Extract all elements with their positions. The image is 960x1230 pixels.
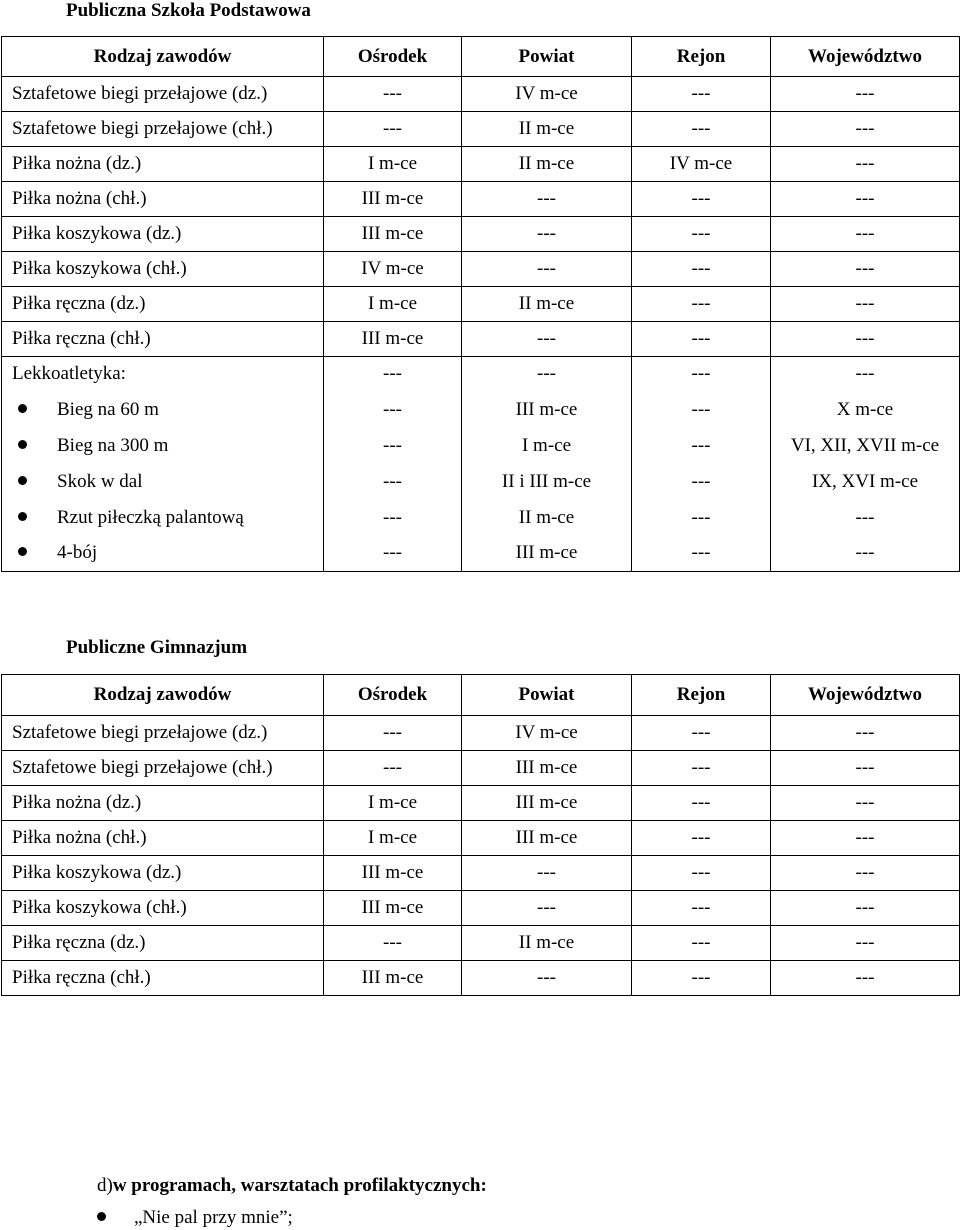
bullet-icon — [18, 440, 27, 449]
region-result-cell — [632, 961, 771, 996]
county-result-cell — [462, 926, 632, 961]
county-result-cell — [462, 856, 632, 891]
region-result-cell — [632, 856, 771, 891]
county-result-cell — [462, 751, 632, 786]
cell-text: I m-ce — [367, 153, 418, 174]
cell-text: --- — [691, 506, 711, 528]
cell-text: II m-ce — [518, 932, 575, 953]
table-row — [2, 287, 960, 322]
cell-text: Rzut piłeczką palantową — [57, 506, 244, 528]
cell-text: IV m-ce — [361, 258, 424, 279]
table-row — [2, 182, 960, 217]
center-result-cell — [324, 716, 462, 751]
region-result-cell — [632, 821, 771, 856]
cell-text: Piłka nożna (dz.) — [12, 792, 142, 813]
cell-text: --- — [383, 542, 402, 564]
competition-name-cell — [2, 357, 324, 392]
cell-text: IV m-ce — [515, 722, 578, 743]
competition-name-cell — [2, 77, 324, 112]
center-result-cell — [324, 112, 462, 147]
cell-text: --- — [383, 757, 402, 778]
cell-text: --- — [691, 363, 711, 385]
table-row — [2, 751, 960, 786]
competition-name-cell — [2, 856, 324, 891]
bullet-icon — [18, 404, 27, 413]
cell-text: --- — [855, 932, 875, 953]
voivodeship-result-cell — [771, 182, 960, 217]
voivodeship-result-cell — [771, 786, 960, 821]
cell-text: --- — [383, 722, 402, 743]
county-result-cell — [462, 322, 632, 357]
region-result-cell — [632, 536, 771, 572]
county-result-cell — [462, 217, 632, 252]
cell-text: --- — [691, 188, 711, 209]
center-result-cell — [324, 182, 462, 217]
cell-text: III m-ce — [515, 398, 578, 420]
region-result-cell — [632, 252, 771, 287]
cell-text: Piłka koszykowa (dz.) — [12, 223, 182, 244]
voivodeship-result-cell — [771, 464, 960, 500]
center-result-cell — [324, 428, 462, 464]
cell-text: --- — [855, 722, 875, 743]
competition-name-cell — [2, 428, 324, 464]
cell-text: IX, XVI m-ce — [811, 470, 919, 492]
cell-text: --- — [691, 862, 711, 883]
center-result-cell — [324, 147, 462, 182]
region-result-cell — [632, 464, 771, 500]
bullet-icon — [18, 512, 27, 521]
header-county: Powiat — [462, 675, 632, 716]
cell-text: --- — [537, 363, 556, 385]
cell-text: --- — [691, 434, 711, 456]
cell-text: --- — [537, 328, 556, 349]
cell-text: --- — [691, 542, 711, 564]
cell-text: I m-ce — [521, 434, 572, 456]
voivodeship-result-cell — [771, 751, 960, 786]
county-result-cell — [462, 252, 632, 287]
cell-text: III m-ce — [515, 792, 578, 813]
voivodeship-result-cell — [771, 252, 960, 287]
cell-text: Piłka koszykowa (chł.) — [12, 258, 187, 279]
center-result-cell — [324, 464, 462, 500]
cell-text: III m-ce — [361, 967, 424, 988]
center-result-cell — [324, 217, 462, 252]
table-row — [2, 786, 960, 821]
county-result-cell — [462, 77, 632, 112]
region-result-cell — [632, 147, 771, 182]
table-row — [2, 357, 960, 392]
cell-text: III m-ce — [361, 897, 424, 918]
center-result-cell — [324, 357, 462, 392]
section-title-middle-school: Publiczne Gimnazjum — [66, 637, 248, 658]
voivodeship-result-cell — [771, 961, 960, 996]
list-item — [97, 1206, 293, 1230]
county-result-cell — [462, 821, 632, 856]
center-result-cell — [324, 821, 462, 856]
sub-discipline-row — [2, 500, 960, 536]
cell-text: Sztafetowe biegi przełajowe (chł.) — [12, 757, 273, 778]
cell-text: Piłka nożna (chł.) — [12, 188, 147, 209]
primary-school-results-table — [1, 36, 960, 572]
region-result-cell — [632, 217, 771, 252]
center-result-cell — [324, 926, 462, 961]
voivodeship-result-cell — [771, 536, 960, 572]
voivodeship-result-cell — [771, 926, 960, 961]
cell-text: --- — [383, 83, 402, 104]
profilactic-programs-heading — [97, 1174, 487, 1198]
cell-text: --- — [691, 118, 711, 139]
cell-text: --- — [855, 542, 875, 564]
region-result-cell — [632, 926, 771, 961]
region-result-cell — [632, 182, 771, 217]
cell-text: --- — [691, 398, 711, 420]
cell-text: --- — [855, 328, 875, 349]
header-region: Rejon — [632, 37, 771, 77]
cell-text: III m-ce — [361, 862, 424, 883]
cell-text: --- — [691, 792, 711, 813]
list-item-text: „Nie pal przy mnie”; — [134, 1207, 293, 1228]
section-title-primary-school: Publiczna Szkoła Podstawowa — [66, 0, 311, 21]
cell-text: Skok w dal — [57, 470, 143, 492]
center-result-cell — [324, 77, 462, 112]
cell-text: --- — [855, 118, 875, 139]
region-result-cell — [632, 322, 771, 357]
region-result-cell — [632, 77, 771, 112]
center-result-cell — [324, 392, 462, 428]
voivodeship-result-cell — [771, 217, 960, 252]
table-header-row — [2, 675, 960, 716]
county-result-cell — [462, 428, 632, 464]
competition-name-cell — [2, 392, 324, 428]
voivodeship-result-cell — [771, 392, 960, 428]
county-result-cell — [462, 891, 632, 926]
cell-text: --- — [691, 757, 711, 778]
cell-text: III m-ce — [361, 188, 424, 209]
county-result-cell — [462, 147, 632, 182]
cell-text: --- — [691, 293, 711, 314]
cell-text: Piłka nożna (dz.) — [12, 153, 142, 174]
cell-text: II m-ce — [518, 506, 575, 528]
cell-text: 4-bój — [57, 542, 98, 564]
cell-text: --- — [691, 83, 711, 104]
table-row — [2, 926, 960, 961]
cell-text: --- — [383, 470, 402, 492]
voivodeship-result-cell — [771, 287, 960, 322]
center-result-cell — [324, 751, 462, 786]
table-row — [2, 217, 960, 252]
competition-name-cell — [2, 500, 324, 536]
sub-discipline-row — [2, 428, 960, 464]
center-result-cell — [324, 536, 462, 572]
cell-text: --- — [383, 932, 402, 953]
region-result-cell — [632, 112, 771, 147]
county-result-cell — [462, 112, 632, 147]
sub-discipline-row — [2, 536, 960, 572]
cell-text: Piłka nożna (chł.) — [12, 827, 147, 848]
voivodeship-result-cell — [771, 77, 960, 112]
cell-text: I m-ce — [367, 792, 418, 813]
cell-text: --- — [691, 827, 711, 848]
cell-text: --- — [855, 967, 875, 988]
cell-text: Bieg na 60 m — [57, 398, 159, 420]
cell-text: --- — [855, 897, 875, 918]
region-result-cell — [632, 716, 771, 751]
cell-text: --- — [537, 862, 556, 883]
cell-text: --- — [855, 188, 875, 209]
competition-name-cell — [2, 252, 324, 287]
cell-text: Piłka ręczna (dz.) — [12, 293, 146, 314]
header-center: Ośrodek — [324, 37, 462, 77]
cell-text: --- — [537, 258, 556, 279]
county-result-cell — [462, 287, 632, 322]
county-result-cell — [462, 536, 632, 572]
cell-text: --- — [855, 223, 875, 244]
voivodeship-result-cell — [771, 322, 960, 357]
table-row — [2, 77, 960, 112]
cell-text: Piłka ręczna (dz.) — [12, 932, 146, 953]
cell-text: --- — [383, 434, 402, 456]
table-row — [2, 821, 960, 856]
voivodeship-result-cell — [771, 357, 960, 392]
cell-text: --- — [537, 188, 556, 209]
county-result-cell — [462, 786, 632, 821]
cell-text: --- — [691, 470, 711, 492]
cell-text: Sztafetowe biegi przełajowe (dz.) — [12, 722, 268, 743]
voivodeship-result-cell — [771, 856, 960, 891]
header-center: Ośrodek — [324, 675, 462, 716]
center-result-cell — [324, 856, 462, 891]
cell-text: Piłka ręczna (chł.) — [12, 328, 151, 349]
competition-name-cell — [2, 926, 324, 961]
table-row — [2, 322, 960, 357]
center-result-cell — [324, 500, 462, 536]
cell-text: Piłka koszykowa (chł.) — [12, 897, 187, 918]
cell-text: III m-ce — [515, 757, 578, 778]
cell-text: --- — [855, 506, 875, 528]
voivodeship-result-cell — [771, 112, 960, 147]
cell-text: --- — [383, 398, 402, 420]
cell-text: --- — [691, 223, 711, 244]
center-result-cell — [324, 322, 462, 357]
cell-text: II m-ce — [518, 153, 575, 174]
competition-name-cell — [2, 751, 324, 786]
voivodeship-result-cell — [771, 716, 960, 751]
cell-text: --- — [855, 862, 875, 883]
header-region: Rejon — [632, 675, 771, 716]
cell-text: --- — [537, 897, 556, 918]
cell-text: --- — [855, 293, 875, 314]
table-row — [2, 252, 960, 287]
middle-school-results-table — [1, 674, 960, 996]
cell-text: --- — [537, 223, 556, 244]
competition-name-cell — [2, 217, 324, 252]
cell-text: --- — [855, 757, 875, 778]
voivodeship-result-cell — [771, 821, 960, 856]
table-row — [2, 147, 960, 182]
cell-text: II m-ce — [518, 118, 575, 139]
cell-text: Lekkoatletyka: — [12, 363, 126, 385]
county-result-cell — [462, 961, 632, 996]
county-result-cell — [462, 182, 632, 217]
cell-text: --- — [855, 153, 875, 174]
cell-text: --- — [691, 722, 711, 743]
region-result-cell — [632, 357, 771, 392]
county-result-cell — [462, 716, 632, 751]
cell-text: III m-ce — [361, 223, 424, 244]
competition-name-cell — [2, 716, 324, 751]
voivodeship-result-cell — [771, 428, 960, 464]
competition-name-cell — [2, 821, 324, 856]
cell-text: --- — [383, 506, 402, 528]
competition-name-cell — [2, 322, 324, 357]
header-competition-type: Rodzaj zawodów — [2, 37, 324, 77]
sub-discipline-row — [2, 392, 960, 428]
cell-text: --- — [691, 932, 711, 953]
cell-text: --- — [537, 967, 556, 988]
cell-text: X m-ce — [836, 398, 894, 420]
competition-name-cell — [2, 464, 324, 500]
region-result-cell — [632, 500, 771, 536]
competition-name-cell — [2, 961, 324, 996]
cell-text: --- — [691, 967, 711, 988]
cell-text: Piłka koszykowa (dz.) — [12, 862, 182, 883]
cell-text: III m-ce — [361, 328, 424, 349]
cell-text: III m-ce — [515, 827, 578, 848]
cell-text: III m-ce — [515, 542, 578, 564]
region-result-cell — [632, 428, 771, 464]
competition-name-cell — [2, 287, 324, 322]
region-result-cell — [632, 786, 771, 821]
programs-heading-text: w programach, warsztatach profilaktycznych: — [112, 1175, 487, 1196]
cell-text: --- — [855, 363, 875, 385]
cell-text: Sztafetowe biegi przełajowe (dz.) — [12, 83, 268, 104]
bullet-icon — [18, 476, 27, 485]
table-row — [2, 716, 960, 751]
cell-text: --- — [383, 363, 402, 385]
center-result-cell — [324, 786, 462, 821]
table-header-row — [2, 37, 960, 77]
region-result-cell — [632, 287, 771, 322]
bullet-icon — [18, 547, 27, 556]
center-result-cell — [324, 287, 462, 322]
cell-text: --- — [691, 258, 711, 279]
competition-name-cell — [2, 891, 324, 926]
sub-discipline-row — [2, 464, 960, 500]
county-result-cell — [462, 464, 632, 500]
region-result-cell — [632, 751, 771, 786]
cell-text: --- — [691, 897, 711, 918]
header-competition-type: Rodzaj zawodów — [2, 675, 324, 716]
voivodeship-result-cell — [771, 147, 960, 182]
cell-text: --- — [855, 827, 875, 848]
cell-text: Bieg na 300 m — [57, 434, 169, 456]
competition-name-cell — [2, 112, 324, 147]
voivodeship-result-cell — [771, 500, 960, 536]
cell-text: II m-ce — [518, 293, 575, 314]
voivodeship-result-cell — [771, 891, 960, 926]
competition-name-cell — [2, 786, 324, 821]
county-result-cell — [462, 392, 632, 428]
cell-text: --- — [691, 328, 711, 349]
cell-text: Piłka ręczna (chł.) — [12, 967, 151, 988]
header-voivodeship: Województwo — [771, 675, 960, 716]
cell-text: Sztafetowe biegi przełajowe (chł.) — [12, 118, 273, 139]
cell-text: IV m-ce — [515, 83, 578, 104]
cell-text: II i III m-ce — [501, 470, 592, 492]
table-row — [2, 112, 960, 147]
cell-text: I m-ce — [367, 827, 418, 848]
cell-text: --- — [383, 118, 402, 139]
table-row — [2, 891, 960, 926]
cell-text: I m-ce — [367, 293, 418, 314]
cell-text: --- — [855, 792, 875, 813]
cell-text: --- — [855, 258, 875, 279]
cell-text: VI, XII, XVII m-ce — [790, 434, 940, 456]
cell-text: --- — [855, 83, 875, 104]
center-result-cell — [324, 961, 462, 996]
table-row — [2, 961, 960, 996]
region-result-cell — [632, 392, 771, 428]
county-result-cell — [462, 357, 632, 392]
bullet-icon — [97, 1212, 106, 1221]
header-county: Powiat — [462, 37, 632, 77]
center-result-cell — [324, 252, 462, 287]
competition-name-cell — [2, 147, 324, 182]
region-result-cell — [632, 891, 771, 926]
center-result-cell — [324, 891, 462, 926]
list-prefix: d) — [97, 1175, 113, 1196]
table-row — [2, 856, 960, 891]
header-voivodeship: Województwo — [771, 37, 960, 77]
competition-name-cell — [2, 536, 324, 572]
county-result-cell — [462, 500, 632, 536]
cell-text: IV m-ce — [669, 153, 733, 174]
competition-name-cell — [2, 182, 324, 217]
